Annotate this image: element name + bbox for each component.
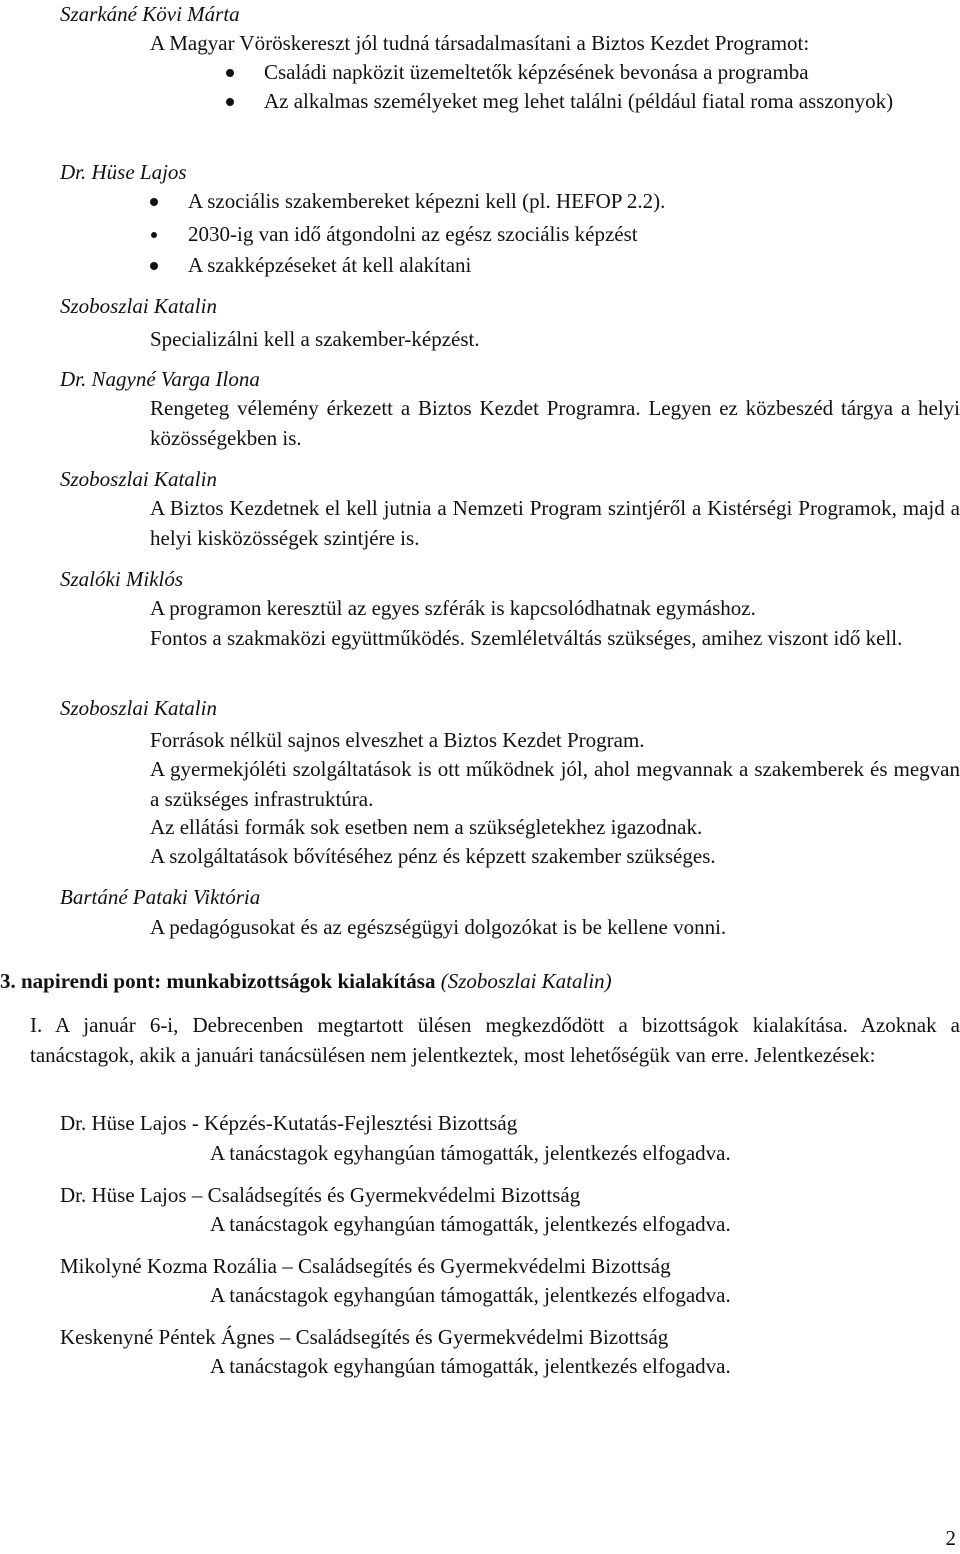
bullet-item: Az alkalmas személyeket meg lehet találni (például fiatal roma asszonyok) bbox=[264, 89, 894, 113]
bullet-icon bbox=[150, 198, 158, 206]
application-entry-result: A tanácstagok egyhangúan támogatták, jelentkezés elfogadva. bbox=[210, 1283, 731, 1307]
agenda-intro-text: I. A január 6-i, Debrecenben megtartott ülésen megkezdődött a bizottságok kialakítása. Azoknak a tanácstagok, akik a januári tanácsülésen nem jelentkeztek, most lehetőségük van erre. Jelentkezések: bbox=[30, 1013, 960, 1067]
bullet-item: Családi napközit üzemeltetők képzésének bevonása a programba bbox=[264, 60, 809, 84]
application-entry-result: A tanácstagok egyhangúan támogatták, jelentkezés elfogadva. bbox=[210, 1141, 731, 1165]
speaker-name: Szoboszlai Katalin bbox=[60, 696, 217, 720]
paragraph-text: Fontos a szakmaközi együttműködés. Szemléletváltás szükséges, amihez viszont idő kell. bbox=[150, 626, 903, 650]
bullet-item: A szakképzéseket át kell alakítani bbox=[188, 253, 472, 277]
paragraph-text: A gyermekjóléti szolgáltatások is ott működnek jól, ahol megvannak a szakemberek és megvan a szükséges infrastruktúra. bbox=[150, 757, 960, 811]
speaker-name: Dr. Nagyné Varga Ilona bbox=[60, 367, 260, 391]
paragraph-text: A pedagógusokat és az egészségügyi dolgozókat is be kellene vonni. bbox=[150, 915, 727, 939]
agenda-intro bbox=[30, 1011, 960, 1070]
application-entry-result: A tanácstagok egyhangúan támogatták, jelentkezés elfogadva. bbox=[210, 1354, 731, 1378]
application-entry-name: Mikolyné Kozma Rozália – Családsegítés és Gyermekvédelmi Bizottság bbox=[60, 1254, 671, 1278]
application-entry-name: Dr. Hüse Lajos – Családsegítés és Gyermekvédelmi Bizottság bbox=[60, 1183, 581, 1207]
bullet-icon bbox=[226, 98, 234, 106]
paragraph-text: Specializálni kell a szakember-képzést. bbox=[150, 327, 480, 351]
speaker-name: Szoboszlai Katalin bbox=[60, 294, 217, 318]
bullet-item: A szociális szakembereket képezni kell (pl. HEFOP 2.2). bbox=[188, 189, 666, 213]
bullet-icon bbox=[226, 69, 234, 77]
application-entry-result: A tanácstagok egyhangúan támogatták, jelentkezés elfogadva. bbox=[210, 1212, 731, 1236]
agenda-heading bbox=[0, 967, 612, 997]
speaker-name: Bartáné Pataki Viktória bbox=[60, 885, 261, 909]
speaker-name: Szarkáné Kövi Márta bbox=[60, 2, 240, 26]
bullet-icon bbox=[151, 232, 157, 238]
paragraph-text: A programon keresztül az egyes szférák is kapcsolódhatnak egymáshoz. bbox=[150, 596, 756, 620]
agenda-heading-speaker: (Szoboszlai Katalin) bbox=[440, 969, 612, 993]
bullet-item: 2030-ig van idő átgondolni az egész szociális képzést bbox=[188, 222, 638, 246]
paragraph-text: Források nélkül sajnos elveszhet a Biztos Kezdet Program. bbox=[150, 728, 645, 752]
paragraph-text: A szolgáltatások bővítéséhez pénz és képzett szakember szükséges. bbox=[150, 844, 716, 868]
page-number: 2 bbox=[945, 1526, 956, 1550]
application-entry-name: Keskenyné Péntek Ágnes – Családsegítés és Gyermekvédelmi Bizottság bbox=[60, 1325, 669, 1349]
paragraph-text: A Magyar Vöröskereszt jól tudná társadalmasítani a Biztos Kezdet Programot: bbox=[150, 31, 810, 55]
paragraph-text: Az ellátási formák sok esetben nem a szükségletekhez igazodnak. bbox=[150, 815, 703, 839]
agenda-heading-title: 3. napirendi pont: munkabizottságok kialakítása bbox=[0, 969, 436, 993]
speaker-name: Dr. Hüse Lajos bbox=[60, 160, 187, 184]
speaker-name: Szalóki Miklós bbox=[60, 567, 184, 591]
speaker-name: Szoboszlai Katalin bbox=[60, 467, 217, 491]
application-entry-name: Dr. Hüse Lajos - Képzés-Kutatás-Fejlesztési Bizottság bbox=[60, 1111, 518, 1135]
paragraph-text: Rengeteg vélemény érkezett a Biztos Kezdet Programra. Legyen ez közbeszéd tárgya a helyi közösségekben is. bbox=[150, 396, 960, 450]
bullet-icon bbox=[150, 262, 158, 270]
paragraph-text: A Biztos Kezdetnek el kell jutnia a Nemzeti Program szintjéről a Kistérségi Programok, majd a helyi kisközösségek szintjére is. bbox=[150, 496, 960, 550]
